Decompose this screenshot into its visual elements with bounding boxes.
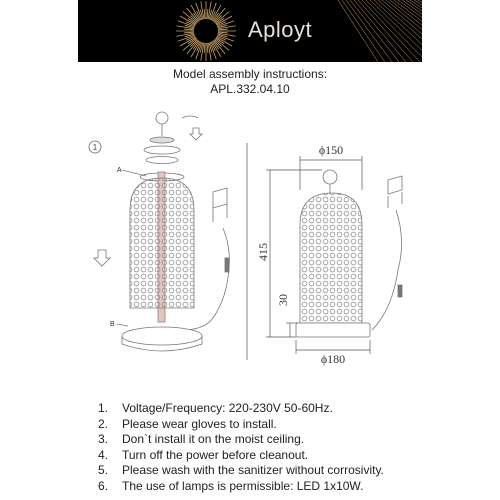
list-item-number: 6. — [98, 478, 109, 493]
assembly-diagram — [0, 98, 500, 398]
instructions-list — [98, 401, 384, 494]
list-item-text: Don`t install it on the moist ceiling. — [122, 432, 305, 446]
dim-base-height: 30 — [276, 294, 290, 306]
list-item-text: Turn off the power before cleanout. — [122, 447, 309, 462]
dim-bottom-diameter: ϕ180 — [320, 352, 346, 366]
list-item-text: The use of lamps is permissible: LED 1x10W. — [122, 478, 364, 493]
page-title: Model assembly instructions: — [172, 67, 328, 81]
list-item — [98, 417, 384, 433]
dim-height: 415 — [256, 243, 270, 261]
list-item — [98, 479, 384, 495]
list-item-number: 1. — [98, 401, 109, 415]
dim-top-diameter: ϕ150 — [318, 143, 344, 157]
brand-name: Aployt — [248, 17, 313, 42]
exploded-lamp — [94, 112, 229, 351]
brand-banner — [78, 0, 422, 62]
model-number: APL.332.04.10 — [210, 82, 290, 96]
list-item — [98, 432, 384, 448]
label-b: B — [110, 321, 115, 328]
list-item-number: 4. — [98, 447, 109, 462]
list-item-number: 2. — [98, 416, 109, 431]
list-item — [98, 401, 384, 417]
list-item-text: Please wash with the sanitizer without corrosivity. — [122, 463, 384, 477]
label-a: A — [117, 167, 122, 174]
dimensioned-lamp — [296, 170, 402, 337]
list-item-text: Please wear gloves to install. — [122, 416, 277, 431]
step-marker: 1 — [92, 143, 98, 152]
list-item-text: Voltage/Frequency: 220-230V 50-60Hz. — [122, 401, 333, 415]
list-item-number: 3. — [98, 432, 109, 446]
list-item — [98, 463, 384, 479]
list-item-number: 5. — [98, 463, 109, 477]
list-item — [98, 448, 384, 464]
